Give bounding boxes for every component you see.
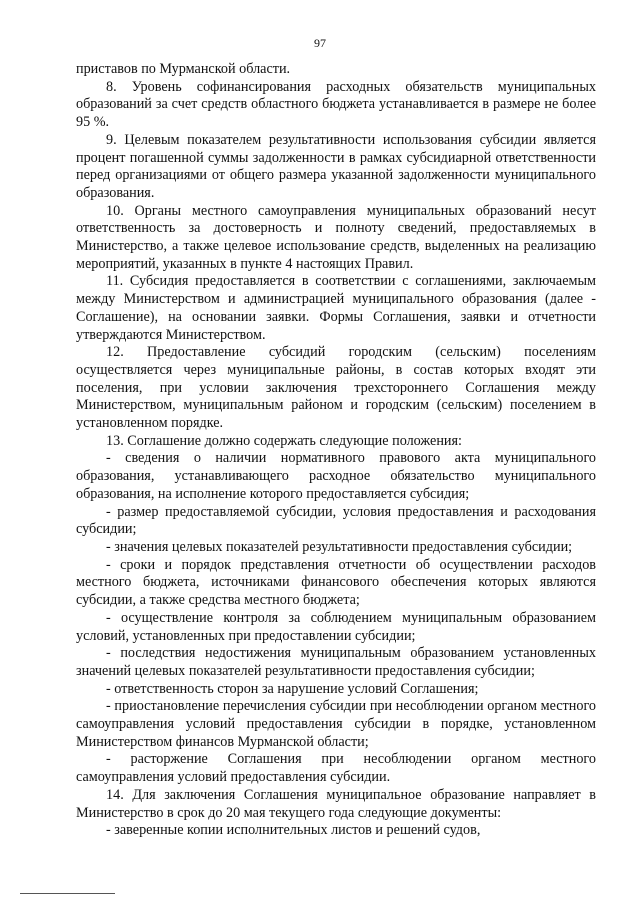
list-item: - приостановление перечисления субсидии при несоблюдении органом местного самоуправления условий предоставления субсидии в порядке, установленном Министерством финансов Мурманской области; [76,698,596,750]
list-item: - заверенные копии исполнительных листов и решений судов, [106,822,481,839]
list-item: - расторжение Соглашения при несоблюдении органом местного самоуправления условий предоставления субсидии. [76,751,596,786]
paragraph-item-9: 9. Целевым показателем результативности использования субсидии является процент погашенной суммы задолженности в рамках субсидиарной ответственности перед организациями от общего размера указанной задолженности муниципального образования. [76,131,596,201]
list-item: - значения целевых показателей результативности предоставления субсидии; [106,538,573,555]
list-item: - осуществление контроля за соблюдением муниципальным образованием условий, установленных при предоставлении субсидии; [76,609,596,644]
paragraph-item-8: 8. Уровень софинансирования расходных обязательств муниципальных образований за счет средств областного бюджета устанавливается в размере не более 95 %. [76,78,596,131]
list-item: - размер предоставляемой субсидии, условия предоставления и расходования субсидии; [76,503,596,538]
list-item: - сроки и порядок представления отчетности об осуществлении расходов местного бюджета, источниками финансового обеспечения которых являются субсидии, а также средства местного бюджета; [76,556,596,609]
footer-divider [20,893,115,894]
list-item: - последствия недостижения муниципальным образованием установленных значений целевых показателей результативности предоставления субсидии; [76,645,596,679]
paragraph-item-11: 11. Субсидия предоставляется в соответствии с соглашениями, заключаемым между Министерством и администрацией муниципального образования (далее - Соглашение), на основании заявки. Формы Соглашения, заявки и отчетности утверждаются Министерством. [76,273,596,343]
paragraph-item-13: 13. Соглашение должно содержать следующие положения: [106,432,462,449]
paragraph-item-10: 10. Органы местного самоуправления муниципальных образований несут ответственность за достоверность и полноту сведений, предоставляемых в Министерство, а также целевое использование средств, выделенных на реализацию мероприятий, указанных в пункте 4 настоящих Правил. [76,202,596,272]
paragraph-item-12: 12. Предоставление субсидий городским (сельским) поселениям осуществляется через муниципальные районы, в состав которых входят эти поселения, при условии заключения трехстороннего Соглашения между Министерством, муниципальным районом и городским (сельским) поселением в установленном порядке. [76,344,596,432]
page-number: 97 [314,36,326,50]
list-item: - ответственность сторон за нарушение условий Соглашения; [106,680,479,697]
document-body [76,61,596,840]
paragraph-item-14: 14. Для заключения Соглашения муниципальное образование направляет в Министерство в срок до 20 мая текущего года следующие документы: [76,786,596,821]
paragraph-continuation: приставов по Мурманской области. [76,61,291,77]
list-item: - сведения о наличии нормативного правового акта муниципального образования, устанавливающего расходное обязательство муниципального образования, на исполнение которого предоставляется субсидия; [76,450,596,502]
